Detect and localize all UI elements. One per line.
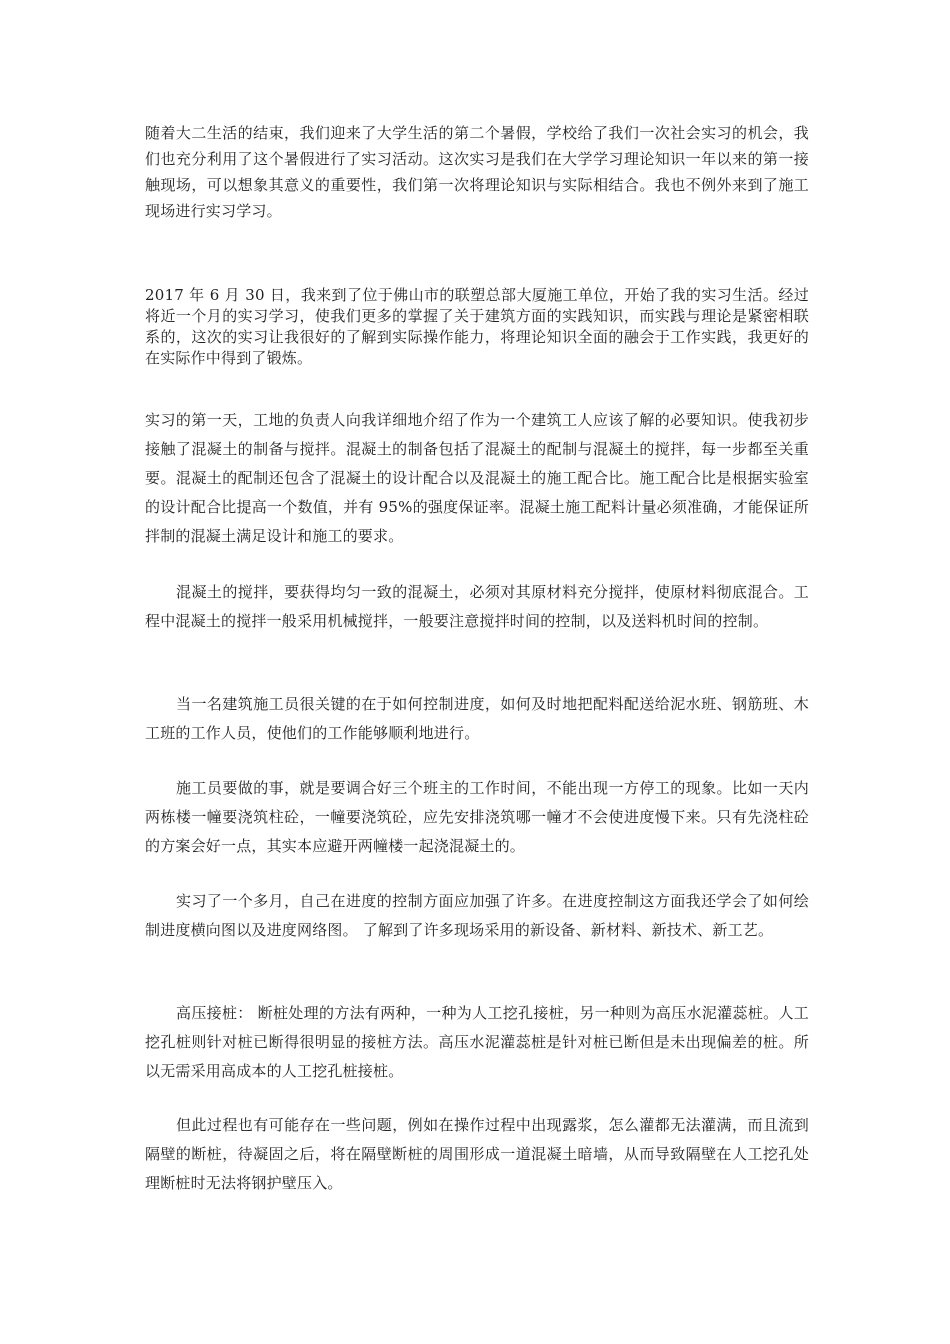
paragraph-high-pressure-pile: 高压接桩： 断桩处理的方法有两种，一种为人工挖孔接桩，另一种则为高压水泥灌蕊桩。人工挖孔桩则针对桩已断得很明显的接桩方法。高压水泥灌蕊桩是针对桩已断但是未出现偏差的桩。所以无需采用高成本的人工挖孔桩接桩。 (145, 1004, 809, 1080)
paragraph-first-day: 实习的第一天，工地的负责人向我详细地介绍了作为一个建筑工人应该了解的必要知识。使我初步接触了混凝土的制备与搅拌。混凝土的制备包括了混凝土的配制与混凝土的搅拌，每一步都至关重要。混凝土的配制还包含了混凝土的设计配合以及混凝土的施工配合比。施工配合比是根据实验室的设计配合比提高一个数值，并有 95%的强度保证率。混凝土施工配料计量必须准确，才能保证所拌制的混凝土满足设计和施工的要求。 (145, 411, 809, 545)
paragraph-summer-internship-intro: 随着大二生活的结束，我们迎来了大学生活的第二个暑假，学校给了我们一次社会实习的机会，我们也充分利用了这个暑假进行了实习活动。这次实习是我们在大学学习理论知识一年以来的第一接触现场，可以想象其意义的重要性，我们第一次将理论知识与实际相结合。我也不例外来到了施工现场进行实习学习。 (145, 124, 809, 220)
paragraph-construction-worker-role: 当一名建筑施工员很关键的在于如何控制进度，如何及时地把配料配送给泥水班、钢筋班、木工班的工作人员，使他们的工作能够顺利地进行。 (145, 695, 809, 742)
paragraph-possible-problems: 但此过程也有可能存在一些问题，例如在操作过程中出现露浆，怎么灌都无法灌满，而且流到隔壁的断桩，待凝固之后，将在隔壁断桩的周围形成一道混凝土暗墙，从而导致隔壁在人工挖孔处理断桩时无法将钢护壁压入。 (145, 1116, 809, 1192)
paragraph-arrival-date: 2017 年 6 月 30 日，我来到了位于佛山市的联塑总部大厦施工单位，开始了我的实习生活。经过将近一个月的实习学习，使我们更多的掌握了关于建筑方面的实践知识，而实践与理论是紧密相联系的，这次的实习让我很好的了解到实际操作能力，将理论知识全面的融会于工作实践，我更好的在实际作中得到了锻炼。 (145, 286, 809, 367)
paragraph-progress-control: 实习了一个多月，自己在进度的控制方面应加强了许多。在进度控制这方面我还学会了如何绘制进度横向图以及进度网络图。 了解到了许多现场采用的新设备、新材料、新技术、新工艺。 (145, 892, 809, 939)
paragraph-concrete-mixing: 混凝土的搅拌，要获得均匀一致的混凝土，必须对其原材料充分搅拌，使原材料彻底混合。工程中混凝土的搅拌一般采用机械搅拌，一般要注意搅拌时间的控制，以及送料机时间的控制。 (145, 583, 809, 630)
paragraph-scheduling: 施工员要做的事，就是要调合好三个班主的工作时间，不能出现一方停工的现象。比如一天内两栋楼一幢要浇筑柱砼，一幢要浇筑砼，应先安排浇筑哪一幢才不会使进度慢下来。只有先浇柱砼的方案会好一点，其实本应避开两幢楼一起浇混凝土的。 (145, 779, 809, 855)
